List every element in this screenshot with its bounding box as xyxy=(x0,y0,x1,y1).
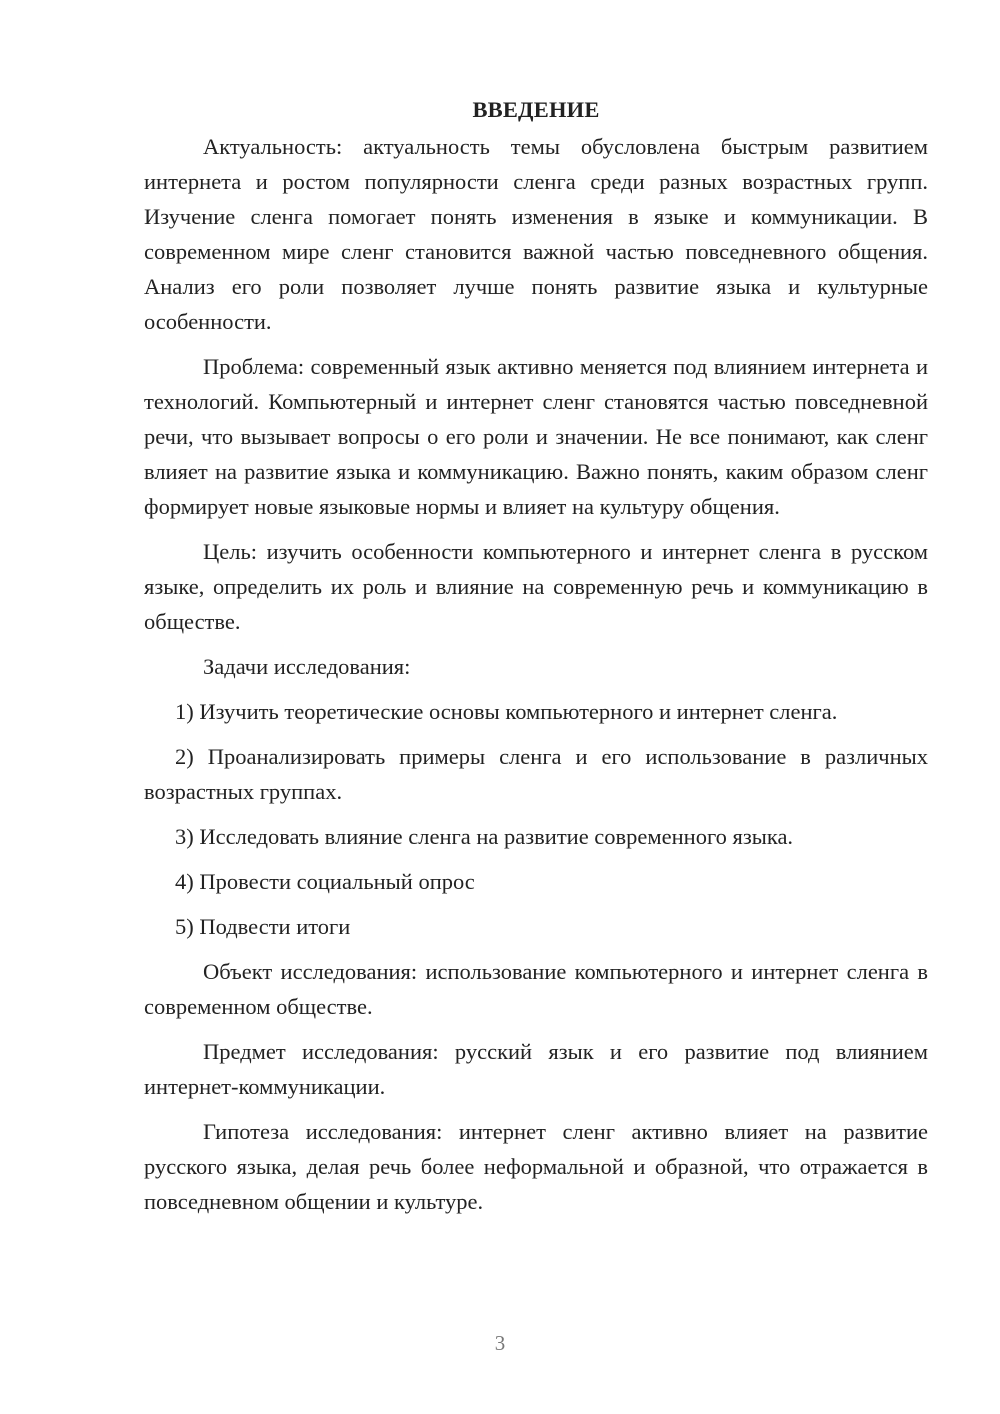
task-item-1: 1) Изучить теоретические основы компьютерного и интернет сленга. xyxy=(175,699,838,724)
page-number: 3 xyxy=(494,1331,506,1355)
paragraph-object: Объект исследования: использование компьютерного и интернет сленга в современном обществе. xyxy=(144,959,928,1019)
section-title: ВВЕДЕНИЕ xyxy=(472,97,600,122)
task-item-3: 3) Исследовать влияние сленга на развитие современного языка. xyxy=(175,824,794,849)
page-content xyxy=(144,92,928,1229)
paragraph-hypothesis: Гипотеза исследования: интернет сленг активно влияет на развитие русского языка, делая речь более неформальной и образной, что отражается в повседневном общении и культуре. xyxy=(144,1119,928,1214)
task-item-5: 5) Подвести итоги xyxy=(175,914,351,939)
paragraph-relevance: Актуальность: актуальность темы обусловлена быстрым развитием интернета и ростом популярности сленга среди разных возрастных групп. Изучение сленга помогает понять изменения в языке и коммуникации. В современном мире сленг становится важной частью повседневного общения. Анализ его роли позволяет лучше понять развитие языка и культурные особенности. xyxy=(144,134,928,334)
paragraph-subject: Предмет исследования: русский язык и его развитие под влиянием интернет-коммуникации. xyxy=(144,1039,928,1099)
task-item-4: 4) Провести социальный опрос xyxy=(175,869,475,894)
paragraph-goal: Цель: изучить особенности компьютерного и интернет сленга в русском языке, определить их роль и влияние на современную речь и коммуникацию в обществе. xyxy=(144,539,928,634)
task-item-2: 2) Проанализировать примеры сленга и его использование в различных возрастных группах. xyxy=(144,744,928,804)
paragraph-problem: Проблема: современный язык активно меняется под влиянием интернета и технологий. Компьютерный и интернет сленг становятся частью повседневной речи, что вызывает вопросы о его роли и значении. Не все понимают, как сленг влияет на развитие языка и коммуникацию. Важно понять, каким образом сленг формирует новые языковые нормы и влияет на культуру общения. xyxy=(144,354,928,519)
tasks-list xyxy=(144,694,928,944)
tasks-heading: Задачи исследования: xyxy=(203,654,411,679)
